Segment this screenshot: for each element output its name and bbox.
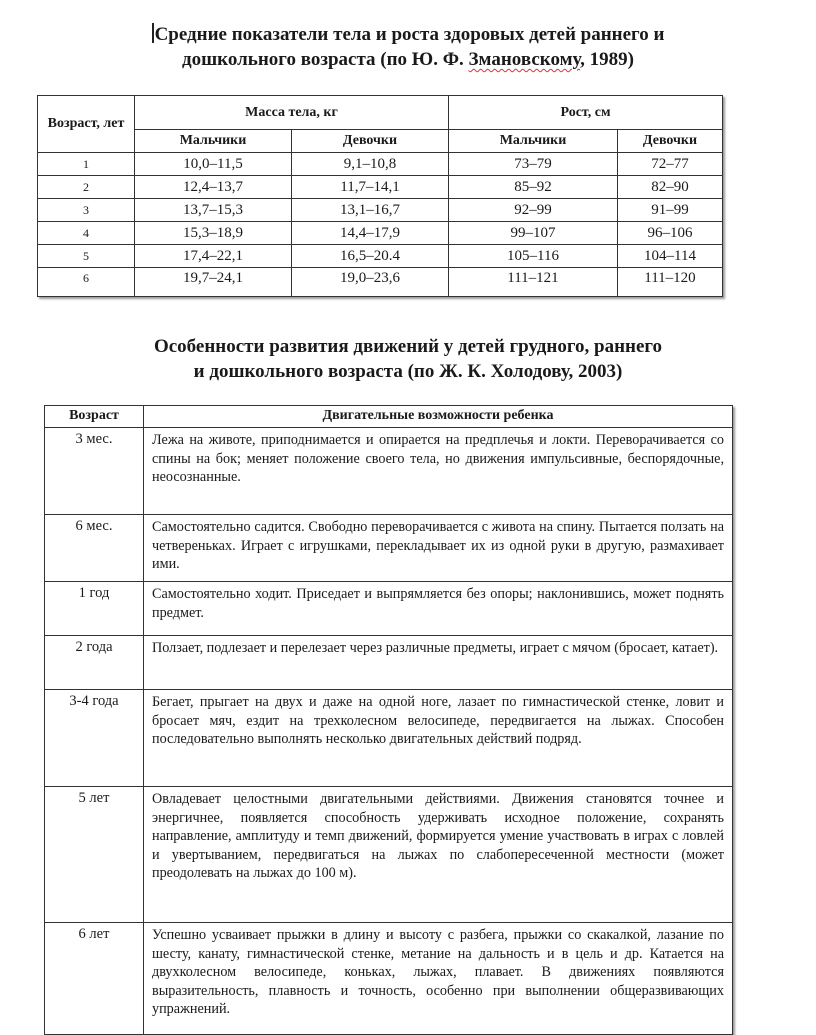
- height-girls-cell: 91–99: [618, 199, 723, 222]
- mass-girls-cell: 16,5–20.4: [292, 245, 449, 268]
- header-mass: Масса тела, кг: [135, 96, 449, 130]
- table-row: [38, 176, 723, 199]
- table-row: [45, 787, 733, 923]
- header-mass-boys: Мальчики: [135, 130, 292, 153]
- table1-title-line2: дошкольного возраста (по Ю. Ф.: [182, 49, 469, 70]
- age-cell: 3-4 года: [45, 690, 144, 787]
- table-row: [38, 245, 723, 268]
- header-mass-girls: Девочки: [292, 130, 449, 153]
- table-row: [45, 636, 733, 690]
- mass-girls-cell: 11,7–14,1: [292, 176, 449, 199]
- mass-boys-cell: 12,4–13,7: [135, 176, 292, 199]
- height-girls-cell: 72–77: [618, 153, 723, 176]
- mass-girls-cell: 19,0–23,6: [292, 268, 449, 297]
- table-row: [45, 690, 733, 787]
- height-boys-cell: 92–99: [449, 199, 618, 222]
- header-height-girls: Девочки: [618, 130, 723, 153]
- header-age: Возраст, лет: [38, 96, 135, 153]
- mass-girls-cell: 13,1–16,7: [292, 199, 449, 222]
- motor-development-table: [44, 405, 733, 1035]
- description-cell: Овладевает целостными двигательными действиями. Движения становятся точнее и энергичнее, появляется способность удерживать исходное положение, сохранять направление, амплитуду и темп движений, формируется умение участвовать в играх с ловлей и увертыванием, передвигаться на лыжах по слабопересеченной местности (может преодолевать на лыжах до 100 м).: [144, 787, 733, 923]
- height-girls-cell: 96–106: [618, 222, 723, 245]
- table2-title-line1: Особенности развития движений у детей грудного, раннего: [153, 336, 663, 357]
- header-height: Рост, см: [449, 96, 723, 130]
- height-boys-cell: 73–79: [449, 153, 618, 176]
- description-cell: Самостоятельно ходит. Приседает и выпрямляется без опоры; наклонившись, может поднять предмет.: [144, 582, 733, 636]
- table-subheader-row: [38, 130, 723, 153]
- age-cell: 3 мес.: [45, 428, 144, 515]
- table-row: [38, 222, 723, 245]
- mass-boys-cell: 15,3–18,9: [135, 222, 292, 245]
- table2-title-line2: и дошкольного возраста (по Ж. К. Холодову, 2003): [193, 361, 623, 382]
- table-header-row: [38, 96, 723, 130]
- growth-table: [37, 95, 723, 297]
- height-girls-cell: 82–90: [618, 176, 723, 199]
- mass-boys-cell: 17,4–22,1: [135, 245, 292, 268]
- table-row: [38, 268, 723, 297]
- header-height-boys: Мальчики: [449, 130, 618, 153]
- description-cell: Ползает, подлезает и перелезает через различные предметы, играет с мячом (бросает, катает).: [144, 636, 733, 690]
- description-cell: Самостоятельно садится. Свободно переворачивается с живота на спину. Пытается ползать на четвереньках. Играет с игрушками, перекладывает их из одной руки в другую, размахивает ими.: [144, 515, 733, 582]
- height-boys-cell: 105–116: [449, 245, 618, 268]
- age-cell: 6 лет: [45, 923, 144, 1035]
- age-cell: 3: [38, 199, 135, 222]
- description-cell: Лежа на животе, приподнимается и опирается на предплечья и локти. Переворачивается со спины на бок; меняет положение своего тела, но движения импульсивные, беспорядочные, неосознанные.: [144, 428, 733, 515]
- text-cursor: [152, 23, 154, 43]
- mass-boys-cell: 19,7–24,1: [135, 268, 292, 297]
- height-boys-cell: 111–121: [449, 268, 618, 297]
- age-cell: 2: [38, 176, 135, 199]
- age-cell: 1: [38, 153, 135, 176]
- table-row: [45, 515, 733, 582]
- table1-title-line2-end: , 1989): [580, 49, 634, 70]
- spellcheck-name: Змановскому: [468, 49, 581, 70]
- height-girls-cell: 111–120: [618, 268, 723, 297]
- table-header-row: [45, 406, 733, 428]
- mass-girls-cell: 9,1–10,8: [292, 153, 449, 176]
- age-cell: 2 года: [45, 636, 144, 690]
- mass-girls-cell: 14,4–17,9: [292, 222, 449, 245]
- age-cell: 5: [38, 245, 135, 268]
- table1-title: [0, 22, 816, 72]
- table-row: [38, 153, 723, 176]
- table-row: [45, 582, 733, 636]
- description-cell: Бегает, прыгает на двух и даже на одной ноге, лазает по гимнастической стенке, ловит и бросает мяч, ездит на трехколесном велосипеде, передвигается на лыжах. Способен последовательно выполнять несколько двигательных действий подряд.: [144, 690, 733, 787]
- header-age: Возраст: [45, 406, 144, 428]
- description-cell: Успешно усваивает прыжки в длину и высоту с разбега, прыжки со скакалкой, лазание по шесту, канату, гимнастической стенке, метание на дальность и в цель и др. Катается на двухколесном велосипеде, коньках, лыжах, плавает. В движениях появляются выразительность, плавность и точность, особенно при выполнении общеразвивающих упражнений.: [144, 923, 733, 1035]
- table-row: [45, 428, 733, 515]
- height-boys-cell: 99–107: [449, 222, 618, 245]
- header-abilities: Двигательные возможности ребенка: [144, 406, 733, 428]
- age-cell: 1 год: [45, 582, 144, 636]
- age-cell: 4: [38, 222, 135, 245]
- table2-title: [0, 334, 816, 384]
- age-cell: 6: [38, 268, 135, 297]
- mass-boys-cell: 10,0–11,5: [135, 153, 292, 176]
- age-cell: 5 лет: [45, 787, 144, 923]
- table1-title-line1: Средние показатели тела и роста здоровых детей раннего и: [154, 24, 665, 45]
- mass-boys-cell: 13,7–15,3: [135, 199, 292, 222]
- height-boys-cell: 85–92: [449, 176, 618, 199]
- table-row: [38, 199, 723, 222]
- height-girls-cell: 104–114: [618, 245, 723, 268]
- age-cell: 6 мес.: [45, 515, 144, 582]
- table-row: [45, 923, 733, 1035]
